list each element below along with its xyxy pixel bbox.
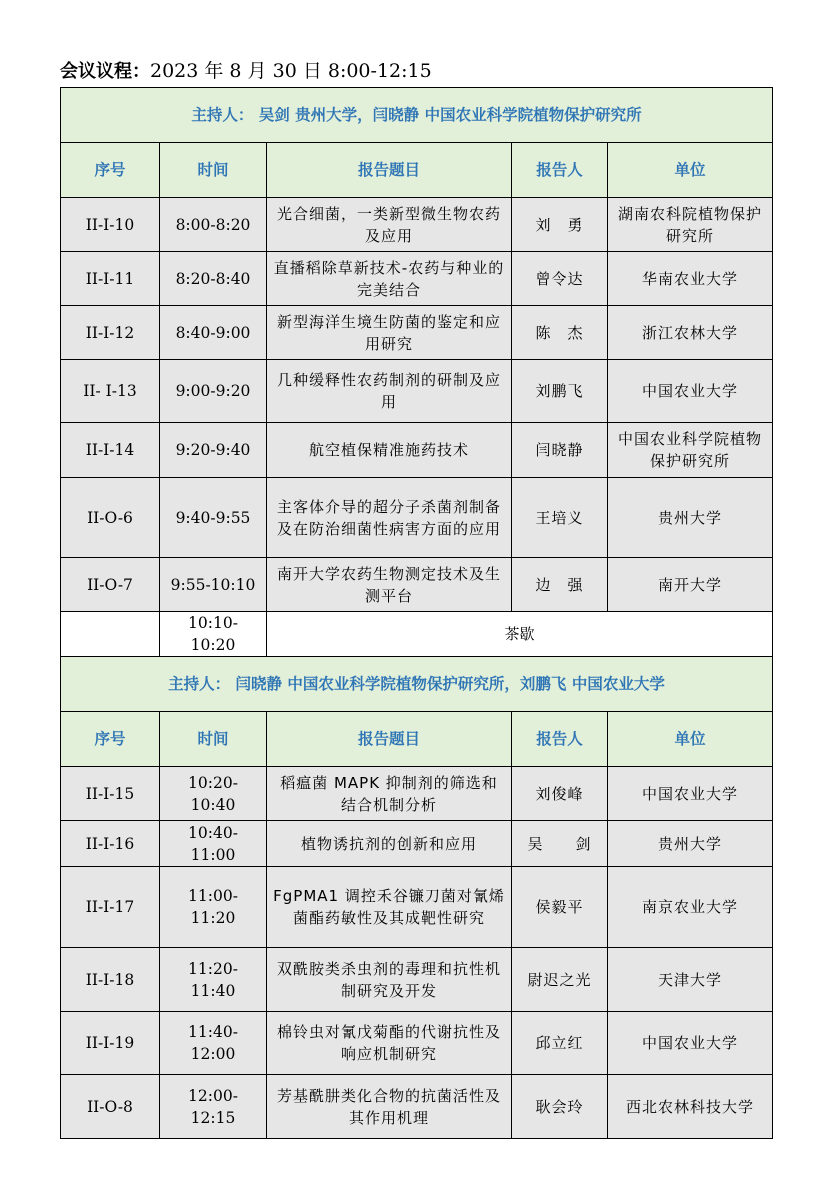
talk-time: 8:00-8:20: [160, 198, 267, 252]
talk-time: 11:20-11:40: [160, 948, 267, 1012]
agenda-table: [60, 87, 773, 1139]
session1-chair-row: [61, 88, 773, 143]
talk-time: 9:00-9:20: [160, 360, 267, 423]
table-row: [61, 423, 773, 478]
talk-id: II-I-17: [61, 867, 160, 948]
table-row: [61, 767, 773, 821]
talk-title: 南开大学农药生物测定技术及生测平台: [267, 558, 512, 612]
talk-id: II-I-15: [61, 767, 160, 821]
talk-unit: 天津大学: [608, 948, 773, 1012]
talk-speaker: 刘鹏飞: [512, 360, 608, 423]
talk-unit: 南京农业大学: [608, 867, 773, 948]
talk-title: 航空植保精准施药技术: [267, 423, 512, 478]
column-header-speaker: 报告人: [512, 712, 608, 767]
talk-id: II- I-13: [61, 360, 160, 423]
talk-unit: 华南农业大学: [608, 252, 773, 306]
table-row: [61, 306, 773, 360]
talk-time: 10:40-11:00: [160, 821, 267, 867]
talk-id: II-I-12: [61, 306, 160, 360]
column-header-title: 报告题目: [267, 143, 512, 198]
talk-unit: 中国农业大学: [608, 767, 773, 821]
table-row: [61, 360, 773, 423]
talk-time: 8:40-9:00: [160, 306, 267, 360]
talk-unit: 贵州大学: [608, 821, 773, 867]
talk-title: 直播稻除草新技术-农药与种业的完美结合: [267, 252, 512, 306]
table-row: [61, 478, 773, 558]
talk-unit: 中国农业大学: [608, 1012, 773, 1075]
break-time: 10:10-10:20: [160, 612, 267, 657]
talk-speaker: 耿会玲: [512, 1075, 608, 1139]
talk-time: 10:20-10:40: [160, 767, 267, 821]
talk-speaker: 闫晓静: [512, 423, 608, 478]
talk-id: II-O-8: [61, 1075, 160, 1139]
session1-chair: 主持人： 吴剑 贵州大学，闫晓静 中国农业科学院植物保护研究所: [61, 88, 773, 143]
talk-speaker: 边 强: [512, 558, 608, 612]
talk-title: 稻瘟菌 MAPK 抑制剂的筛选和结合机制分析: [267, 767, 512, 821]
talk-time: 9:20-9:40: [160, 423, 267, 478]
talk-unit: 湖南农科院植物保护研究所: [608, 198, 773, 252]
talk-title: 芳基酰肼类化合物的抗菌活性及其作用机理: [267, 1075, 512, 1139]
column-header-unit: 单位: [608, 712, 773, 767]
talk-speaker: 刘 勇: [512, 198, 608, 252]
talk-id: II-O-6: [61, 478, 160, 558]
table-row: [61, 1012, 773, 1075]
session2-chair-row: [61, 657, 773, 712]
talk-speaker: 曾令达: [512, 252, 608, 306]
column-header-title: 报告题目: [267, 712, 512, 767]
table-row: [61, 1075, 773, 1139]
agenda-date: 2023 年 8 月 30 日 8:00-12:15: [150, 60, 432, 82]
talk-speaker: 王培义: [512, 478, 608, 558]
talk-time: 9:55-10:10: [160, 558, 267, 612]
talk-id: II-I-19: [61, 1012, 160, 1075]
column-header-speaker: 报告人: [512, 143, 608, 198]
talk-speaker: 尉迟之光: [512, 948, 608, 1012]
break-label: 茶歇: [267, 612, 773, 657]
talk-unit: 中国农业大学: [608, 360, 773, 423]
talk-time: 9:40-9:55: [160, 478, 267, 558]
talk-time: 12:00-12:15: [160, 1075, 267, 1139]
session2-chair: 主持人： 闫晓静 中国农业科学院植物保护研究所，刘鹏飞 中国农业大学: [61, 657, 773, 712]
talk-title: 棉铃虫对氰戊菊酯的代谢抗性及响应机制研究: [267, 1012, 512, 1075]
talk-speaker: 侯毅平: [512, 867, 608, 948]
talk-unit: 南开大学: [608, 558, 773, 612]
column-header-time: 时间: [160, 712, 267, 767]
break-row: [61, 612, 773, 657]
talk-title: 双酰胺类杀虫剂的毒理和抗性机制研究及开发: [267, 948, 512, 1012]
talk-speaker: 邱立红: [512, 1012, 608, 1075]
talk-title: FgPMA1 调控禾谷镰刀菌对氰烯菌酯药敏性及其成靶性研究: [267, 867, 512, 948]
talk-unit: 贵州大学: [608, 478, 773, 558]
agenda-heading: [60, 56, 432, 83]
talk-id: II-I-10: [61, 198, 160, 252]
talk-id: II-I-11: [61, 252, 160, 306]
talk-title: 主客体介导的超分子杀菌剂制备及在防治细菌性病害方面的应用: [267, 478, 512, 558]
table-row: [61, 821, 773, 867]
column-header-unit: 单位: [608, 143, 773, 198]
talk-time: 11:40-12:00: [160, 1012, 267, 1075]
agenda-label: 会议议程：: [60, 61, 150, 82]
talk-speaker: 吴 剑: [512, 821, 608, 867]
column-header-time: 时间: [160, 143, 267, 198]
talk-time: 8:20-8:40: [160, 252, 267, 306]
session2-header-row: [61, 712, 773, 767]
talk-unit: 西北农林科技大学: [608, 1075, 773, 1139]
table-row: [61, 867, 773, 948]
table-row: [61, 558, 773, 612]
table-row: [61, 252, 773, 306]
table-row: [61, 948, 773, 1012]
column-header-id: 序号: [61, 712, 160, 767]
talk-id: II-I-14: [61, 423, 160, 478]
talk-title: 光合细菌，一类新型微生物农药及应用: [267, 198, 512, 252]
talk-speaker: 刘俊峰: [512, 767, 608, 821]
break-id: [61, 612, 160, 657]
talk-time: 11:00-11:20: [160, 867, 267, 948]
talk-title: 新型海洋生境生防菌的鉴定和应用研究: [267, 306, 512, 360]
talk-title: 植物诱抗剂的创新和应用: [267, 821, 512, 867]
session1-header-row: [61, 143, 773, 198]
talk-unit: 浙江农林大学: [608, 306, 773, 360]
talk-title: 几种缓释性农药制剂的研制及应用: [267, 360, 512, 423]
talk-id: II-O-7: [61, 558, 160, 612]
column-header-id: 序号: [61, 143, 160, 198]
table-row: [61, 198, 773, 252]
talk-speaker: 陈 杰: [512, 306, 608, 360]
talk-id: II-I-16: [61, 821, 160, 867]
talk-id: II-I-18: [61, 948, 160, 1012]
talk-unit: 中国农业科学院植物保护研究所: [608, 423, 773, 478]
